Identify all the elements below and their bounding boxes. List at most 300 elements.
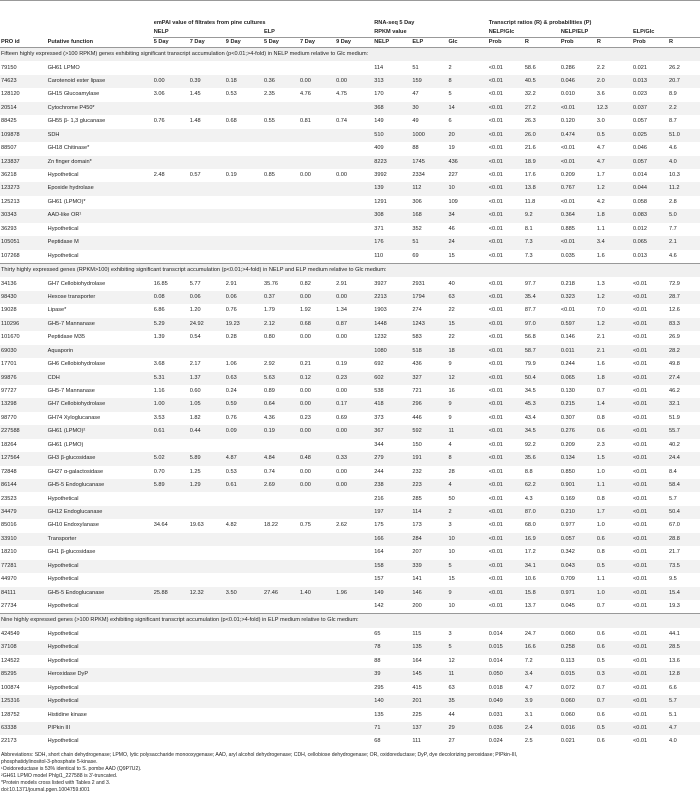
table-cell: 34.5 [524, 425, 560, 438]
table-cell: <0.01 [632, 388, 648, 395]
table-cell: GH7 Cellobiohydrolase [47, 398, 153, 411]
table-cell: Epoxide hydrolase [47, 182, 153, 195]
table-cell [263, 102, 299, 115]
table-cell: <0.01 [488, 334, 503, 341]
table-cell: 11 [447, 668, 487, 681]
table-row [0, 735, 700, 748]
table-cell: <0.01 [488, 198, 503, 205]
table-cell: 34136 [1, 280, 17, 287]
table-cell: <0.01 [632, 695, 668, 708]
table-cell: 28.2 [668, 345, 700, 358]
table-cell: Hypothetical [47, 641, 153, 654]
table-cell: 409 [374, 145, 384, 152]
table-cell [189, 196, 225, 209]
table-cell: Hypothetical [47, 738, 79, 745]
table-cell: GH5-7 Mannanase [47, 318, 153, 331]
table-cell: 2.2 [668, 102, 700, 115]
table-cell: 25.88 [153, 587, 189, 600]
table-cell: 1794 [411, 291, 447, 304]
table-cell [299, 156, 335, 169]
table-cell [153, 142, 189, 155]
table-cell: 1080 [373, 345, 411, 358]
table-cell [299, 236, 335, 249]
table-cell: 7.3 [524, 236, 560, 249]
table-cell: 0.134 [560, 452, 596, 465]
table-cell: 0.977 [560, 522, 575, 529]
table-cell [189, 236, 225, 249]
table-cell: 3992 [374, 172, 387, 179]
table-cell [263, 196, 299, 209]
table-cell: 0.24 [225, 388, 237, 395]
table-row [0, 182, 700, 195]
table-cell: 27.2 [524, 102, 560, 115]
table-cell [153, 628, 189, 641]
table-cell [263, 533, 299, 546]
table-cell: <0.01 [632, 603, 648, 610]
table-cell [299, 492, 335, 505]
table-cell: 2.17 [189, 361, 201, 368]
table-cell: Heroxidase DyP [47, 668, 153, 681]
table-cell: 92.2 [524, 441, 536, 448]
column-header: 7 Day [189, 38, 225, 48]
table-cell: <0.01 [632, 291, 668, 304]
column-header: NELP [373, 38, 411, 48]
table-cell: 22 [448, 307, 455, 314]
table-cell [263, 182, 299, 195]
table-row [0, 628, 700, 641]
table-cell: 1903 [374, 307, 387, 314]
table-cell: 50 [448, 495, 455, 502]
table-cell [225, 492, 263, 505]
table-cell: GH6 Cellobiohydrolase [47, 361, 106, 368]
table-cell: 1.7 [596, 506, 632, 519]
table-cell: 114 [411, 506, 447, 519]
table-cell: <0.01 [632, 345, 668, 358]
table-cell: 58.6 [524, 64, 536, 71]
table-cell [189, 573, 225, 586]
table-cell: 0.18 [225, 75, 263, 88]
table-cell [335, 735, 373, 748]
table-cell: 21.6 [524, 145, 536, 152]
table-cell: 0.5 [596, 560, 632, 573]
table-row [0, 331, 700, 344]
table-cell: 2 [447, 506, 487, 519]
table-cell: Peptidase M [47, 236, 153, 249]
table-cell: 0.3 [596, 668, 632, 681]
table-cell: 45.3 [524, 398, 560, 411]
table-row [0, 519, 700, 532]
table-cell: 77281 [0, 560, 47, 573]
table-cell: <0.01 [488, 252, 503, 259]
table-cell: 18.22 [263, 522, 278, 529]
table-cell: 296 [411, 398, 447, 411]
table-cell: 0.19 [336, 361, 347, 368]
table-cell [299, 250, 335, 264]
table-cell: 1.8 [596, 372, 632, 385]
table-cell [263, 236, 299, 249]
table-cell: 0.010 [560, 91, 575, 98]
table-cell [153, 196, 189, 209]
table-cell: 4 [448, 441, 452, 448]
table-cell: 1.39 [153, 334, 165, 341]
table-cell: 0.130 [560, 388, 575, 395]
column-header: 9 Day [225, 38, 263, 48]
table-cell: 0.82 [300, 280, 311, 287]
table-cell: 51.0 [668, 129, 700, 142]
table-cell: 0.120 [560, 118, 575, 125]
table-cell [153, 345, 189, 358]
table-cell: 16.6 [524, 641, 560, 654]
table-cell [335, 573, 373, 586]
table-cell [189, 560, 225, 573]
table-cell: 0.75 [300, 522, 311, 529]
table-cell [225, 641, 263, 654]
table-cell: 1.34 [336, 307, 347, 314]
table-cell: 1.40 [299, 587, 335, 600]
table-cell: 418 [373, 398, 411, 411]
table-cell: 140 [373, 695, 411, 708]
table-cell: 84111 [0, 587, 47, 600]
table-cell: 149 [374, 118, 384, 125]
table-cell: 367 [373, 425, 411, 438]
table-cell: 436 [412, 361, 422, 368]
table-cell: 4.7 [596, 156, 632, 169]
table-cell: 2.48 [153, 172, 165, 179]
header-group-rnaseq: RNA-seq 5 Day [373, 1, 488, 29]
table-cell: <0.01 [488, 129, 524, 142]
table-cell: 0.244 [560, 361, 575, 368]
table-row [0, 655, 700, 668]
table-cell: 0.060 [560, 695, 596, 708]
table-cell: 0.68 [299, 318, 335, 331]
column-header: 9 Day [335, 38, 373, 48]
table-cell: 87.0 [524, 506, 560, 519]
table-cell: 0.00 [299, 479, 335, 492]
table-cell: <0.01 [488, 576, 503, 583]
table-row [0, 708, 700, 721]
table-cell: 20 [447, 129, 487, 142]
table-cell: 0.016 [560, 722, 596, 735]
table-cell [225, 102, 263, 115]
table-cell: 2 [448, 64, 452, 71]
table-cell: 3.4 [524, 668, 560, 681]
column-header: ELP [411, 38, 447, 48]
table-cell: 1.1 [596, 225, 605, 232]
table-cell: 0.012 [632, 225, 647, 232]
table-cell: 0.971 [560, 587, 596, 600]
table-cell: 0.7 [596, 695, 632, 708]
table-row [0, 291, 700, 304]
table-cell: <0.01 [488, 318, 524, 331]
table-cell: 415 [412, 684, 422, 691]
header-row-groups [0, 1, 700, 29]
table-cell: 3927 [374, 280, 387, 287]
table-cell: GH7 Cellobiohydrolase [47, 280, 106, 287]
table-cell: 3.06 [153, 91, 165, 98]
table-cell: 6 [448, 118, 452, 125]
table-cell: 36218 [1, 172, 17, 179]
table-cell: 0.00 [335, 425, 373, 438]
table-cell: GH55 β- 1,3 glucanase [47, 118, 106, 125]
table-cell: <0.01 [632, 495, 648, 502]
table-cell: <0.01 [632, 576, 648, 583]
table-cell [263, 641, 299, 654]
table-cell: 11.8 [524, 198, 536, 205]
table-cell: 99876 [0, 372, 47, 385]
table-cell: 166 [373, 533, 411, 546]
table-cell: <0.01 [488, 182, 524, 195]
table-cell: 49.8 [669, 361, 680, 368]
table-cell: 0.215 [560, 398, 596, 411]
table-cell: 110296 [0, 318, 47, 331]
table-cell [299, 560, 335, 573]
table-cell: 3.9 [524, 695, 560, 708]
table-cell: 0.210 [560, 506, 596, 519]
table-cell [335, 345, 373, 358]
table-cell: 4.76 [300, 91, 311, 98]
table-cell: 0.013 [632, 75, 668, 88]
table-cell: 0.00 [336, 468, 347, 475]
table-footnotes [0, 749, 700, 795]
table-cell: 26.0 [524, 129, 560, 142]
table-cell: 0.014 [632, 172, 647, 179]
table-cell: 0.76 [225, 307, 237, 314]
table-cell: 0.61 [153, 425, 189, 438]
table-cell [335, 722, 373, 735]
table-cell: 159 [411, 75, 447, 88]
table-cell: 58.4 [668, 479, 700, 492]
table-cell: 0.060 [560, 711, 575, 718]
table-cell: 0.014 [488, 657, 503, 664]
header-sub-nelp-elp: NELP/ELP [560, 28, 632, 38]
table-cell [153, 560, 189, 573]
table-cell: 135 [374, 711, 384, 718]
table-cell [225, 655, 263, 668]
table-row [0, 425, 700, 438]
table-cell: <0.01 [632, 468, 648, 475]
table-cell: 5.1 [669, 711, 677, 718]
footnote-line: *Protein models cross listed with Tables 2 and 3. [1, 780, 111, 787]
table-cell [263, 61, 299, 74]
table-cell: 12.8 [668, 668, 700, 681]
table-cell: 2.1 [596, 334, 605, 341]
table-cell: 137 [411, 722, 447, 735]
column-header: 5 Day [153, 38, 189, 48]
table-cell: 5.0 [668, 209, 700, 222]
table-cell: 0.80 [263, 334, 275, 341]
header-group-empai: emPAI value of filtrates from pine cultures [153, 1, 374, 29]
table-cell: <0.01 [488, 549, 503, 556]
table-cell [225, 156, 263, 169]
table-cell: 28.8 [668, 533, 700, 546]
table-cell: Hypothetical [47, 684, 79, 691]
table-cell [153, 735, 189, 748]
table-cell: 1.25 [189, 468, 201, 475]
table-cell: 69 [412, 252, 419, 259]
table-cell [335, 156, 373, 169]
table-row [0, 156, 700, 169]
table-cell: <0.01 [560, 102, 596, 115]
table-cell [153, 695, 189, 708]
table-cell [263, 722, 299, 735]
table-cell: 139 [373, 182, 411, 195]
table-cell: 51 [411, 236, 447, 249]
table-cell: 0.00 [336, 334, 347, 341]
table-cell: 0.6 [596, 641, 632, 654]
table-cell: 1.82 [189, 414, 201, 421]
table-cell: 8.8 [524, 468, 533, 475]
table-cell: 3.0 [596, 118, 605, 125]
column-header: Glc [447, 38, 487, 48]
table-cell [225, 546, 263, 559]
table-cell [299, 573, 335, 586]
table-cell: <0.01 [560, 156, 596, 169]
table-cell: 58.7 [524, 345, 560, 358]
table-cell: 86144 [0, 479, 47, 492]
table-cell: 295 [374, 684, 384, 691]
table-cell [189, 506, 225, 519]
table-cell: 14 [447, 102, 487, 115]
table-cell: 0.6 [596, 711, 605, 718]
table-cell: <0.01 [488, 291, 524, 304]
table-cell: Hypothetical [47, 495, 79, 502]
table-cell: 3.50 [225, 587, 263, 600]
table-cell: 9 [448, 361, 452, 368]
table-cell [225, 722, 263, 735]
header-sub-nelp-glc: NELP/Glc [488, 28, 560, 38]
table-cell [189, 546, 225, 559]
table-cell: <0.01 [632, 630, 648, 637]
table-cell [299, 182, 335, 195]
footnote-line: ²GH61 LPMO model Phlgi1_227588 is 3'-truncated. [1, 773, 118, 780]
table-cell: 0.015 [488, 641, 524, 654]
table-cell: 0.037 [632, 102, 668, 115]
table-cell: 0.00 [336, 388, 347, 395]
table-cell: 16.85 [153, 280, 168, 287]
table-cell: 85295 [0, 668, 47, 681]
table-cell: 68.0 [524, 522, 536, 529]
table-cell [189, 61, 225, 74]
table-cell: 112 [411, 182, 447, 195]
table-cell: 0.57 [189, 172, 201, 179]
table-cell: 0.23 [300, 414, 311, 421]
table-cell: 1745 [411, 156, 447, 169]
table-cell: 0.050 [488, 668, 524, 681]
table-cell [189, 641, 225, 654]
table-cell: <0.01 [632, 307, 648, 314]
table-cell: 0.63 [225, 372, 263, 385]
table-cell: 0.767 [560, 182, 596, 195]
table-cell: 20.7 [668, 75, 700, 88]
table-cell: 1.92 [300, 307, 311, 314]
table-cell: 1.0 [596, 522, 605, 529]
table-cell: 0.901 [560, 479, 596, 492]
table-cell: 0.709 [560, 576, 575, 583]
table-cell [189, 102, 225, 115]
table-cell: <0.01 [632, 372, 668, 385]
table-cell: 0.046 [632, 145, 647, 152]
table-cell [335, 439, 373, 452]
table-cell: 0.057 [632, 156, 668, 169]
table-cell: 11.2 [668, 182, 700, 195]
table-cell: 3.1 [524, 711, 533, 718]
table-cell: <0.01 [632, 479, 668, 492]
table-cell: <0.01 [632, 711, 648, 718]
table-row [0, 600, 700, 614]
table-cell: 1.7 [596, 172, 605, 179]
footnote-line: phosphatidylinositol-3-phosphate 5-kinase. [1, 758, 98, 765]
table-cell: 0.015 [560, 668, 596, 681]
table-cell: 339 [411, 560, 447, 573]
table-cell [335, 182, 373, 195]
table-cell: 109 [448, 198, 458, 205]
table-cell: 0.021 [632, 64, 647, 71]
section-title: Fifteen highly expressed (>100 RPKM) genes exhibiting significant transcript accumulation (p<0.01;>4-fold) in NELP medium relative to Glc medium: [0, 48, 700, 62]
table-cell: 157 [374, 576, 384, 583]
table-cell: 0.023 [632, 91, 647, 98]
table-cell: <0.01 [632, 722, 668, 735]
table-cell: 3 [448, 630, 452, 637]
table-cell: 1232 [374, 334, 387, 341]
table-row [0, 88, 700, 101]
table-cell: 173 [412, 522, 422, 529]
table-row [0, 169, 700, 182]
table-cell: 158 [373, 560, 411, 573]
table-cell: 0.00 [299, 291, 335, 304]
table-cell: 68 [374, 738, 381, 745]
table-cell: 2.5 [524, 738, 533, 745]
table-cell [153, 708, 189, 721]
table-cell: <0.01 [632, 533, 668, 546]
table-cell: 40.2 [669, 441, 680, 448]
table-cell: 5.29 [153, 318, 189, 331]
table-cell: <0.01 [632, 684, 648, 691]
table-cell [225, 250, 263, 264]
table-cell: 13.7 [524, 603, 536, 610]
table-cell [299, 209, 335, 222]
table-row [0, 223, 700, 236]
table-cell: GH15 Glucoamylase [47, 91, 100, 98]
table-cell: 284 [411, 533, 447, 546]
table-cell: <0.01 [632, 668, 668, 681]
header-sub-rpkm: RPKM value [373, 28, 488, 38]
table-cell: 107268 [1, 252, 20, 259]
table-cell [153, 209, 189, 222]
table-row [0, 398, 700, 411]
table-cell: 34.5 [524, 388, 536, 395]
table-cell: 30 [411, 102, 447, 115]
table-cell [263, 600, 299, 614]
table-cell: 0.54 [189, 334, 201, 341]
table-cell: 9 [448, 414, 452, 421]
table-cell: 0.12 [299, 372, 335, 385]
table-cell: 1.2 [596, 182, 632, 195]
table-cell: 164 [374, 549, 384, 556]
table-cell: 2.62 [336, 522, 347, 529]
table-cell: 2.8 [669, 198, 677, 205]
table-cell: 1.16 [153, 388, 165, 395]
table-cell [335, 560, 373, 573]
table-cell: 15 [447, 318, 487, 331]
table-cell [335, 236, 373, 249]
table-cell: 44.1 [669, 630, 680, 637]
table-cell [299, 439, 335, 452]
table-cell: 0.169 [560, 495, 575, 502]
table-cell: 34 [447, 209, 487, 222]
table-cell: 1.37 [189, 372, 225, 385]
table-row [0, 560, 700, 573]
table-cell: 13.8 [524, 182, 560, 195]
